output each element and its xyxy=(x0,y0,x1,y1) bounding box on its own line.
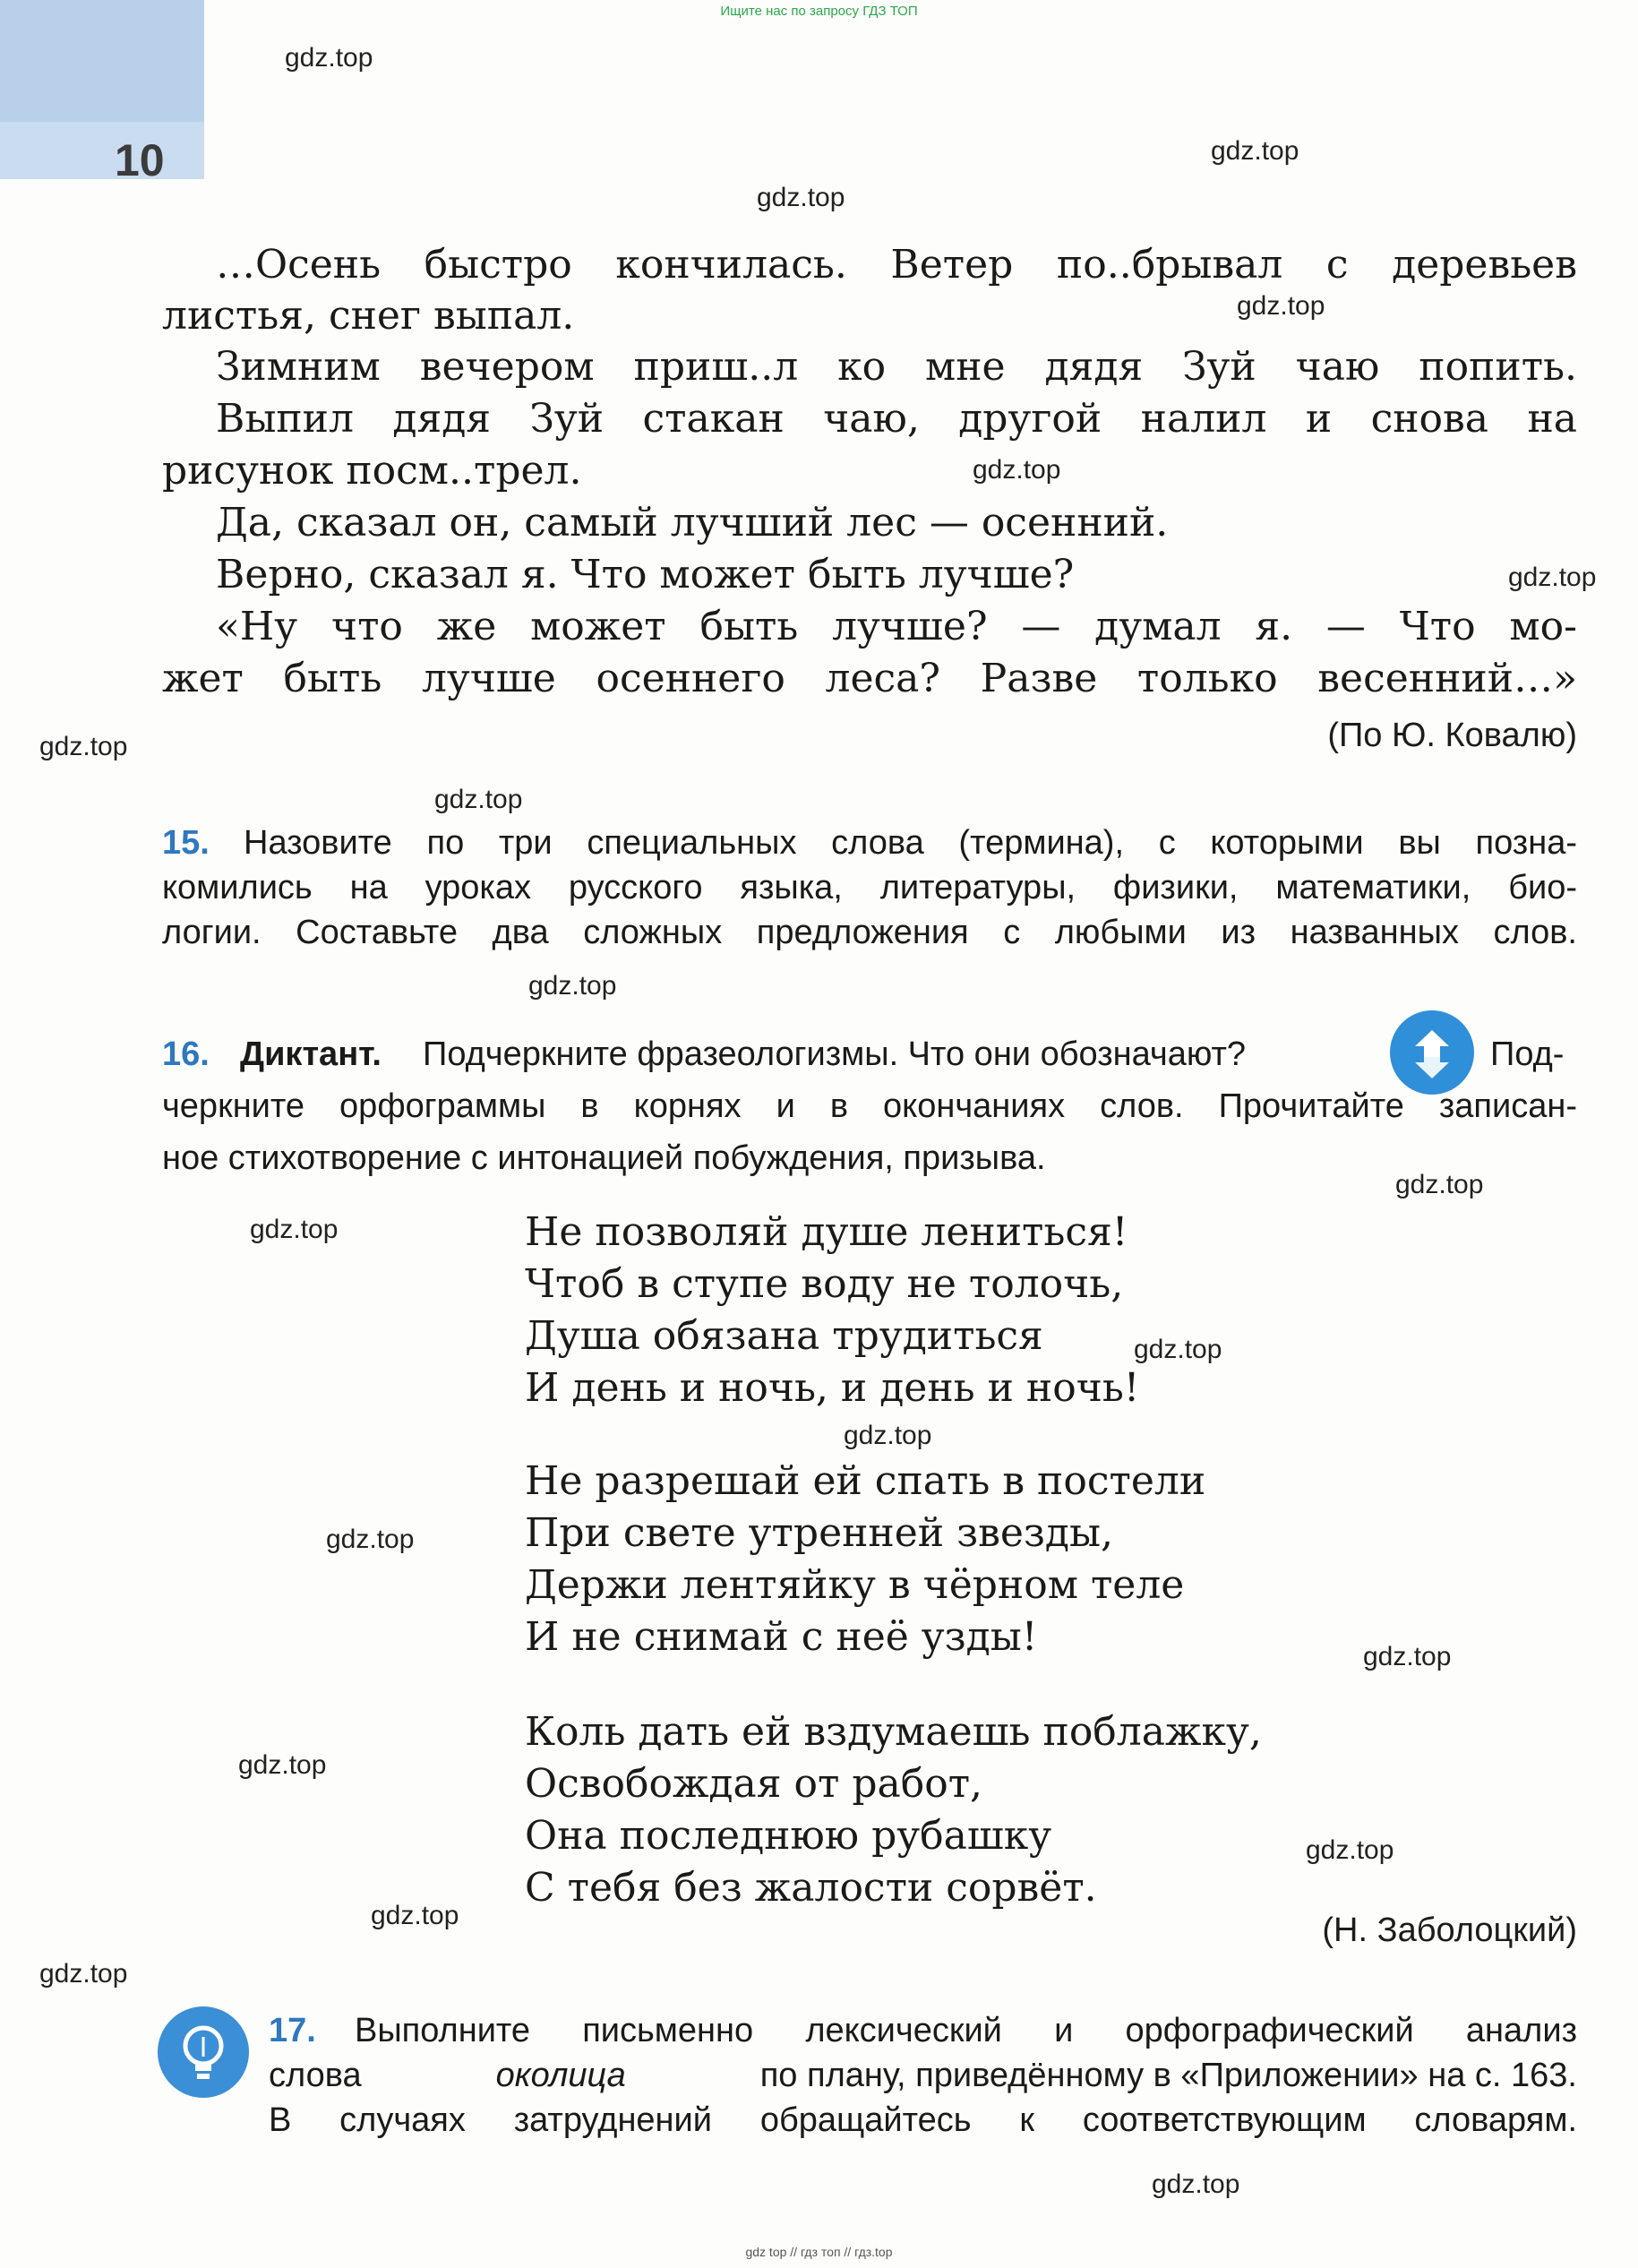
exercise-17-term: околица xyxy=(495,2057,626,2094)
prose-line: Верно, сказал я. Что может быть лучше? xyxy=(216,552,1075,597)
watermark: gdz.top xyxy=(528,971,617,1001)
prose-line: Да, сказал он, самый лучший лес — осенний. xyxy=(216,500,1169,546)
watermark: gdz.top xyxy=(1363,1642,1452,1671)
poem-line: Освобождая от работ, xyxy=(525,1761,983,1807)
watermark: gdz.top xyxy=(973,455,1061,485)
poem-line: Коль дать ей вздумаешь поблажку, xyxy=(525,1709,1262,1755)
watermark: gdz.top xyxy=(39,1959,128,1989)
exercise-16-line-end: Под- xyxy=(1490,1035,1565,1073)
watermark: gdz.top xyxy=(1306,1835,1394,1865)
poem-line: Чтоб в ступе воду не толочь, xyxy=(525,1261,1124,1307)
prose-line: Выпил дядя Зуй стакан чаю, другой налил и снова на xyxy=(216,396,1577,442)
watermark: gdz.top xyxy=(757,183,845,212)
watermark: gdz.top xyxy=(326,1525,415,1554)
exercise-17-line xyxy=(269,2057,1577,2095)
poem-line: Она последнюю рубашку xyxy=(525,1813,1052,1859)
page-number: 10 xyxy=(115,135,165,185)
exercise-17-number: 17. xyxy=(269,2012,316,2049)
exercise-15-line: комились на уроках русского языка, литературы, физики, математики, био- xyxy=(162,869,1577,906)
exercise-16-line: Подчеркните фразеологизмы. Что они обозначают? xyxy=(423,1035,1247,1073)
top-note: Ищите нас по запросу ГДЗ ТОП xyxy=(720,4,918,19)
watermark: gdz.top xyxy=(39,732,128,761)
watermark: gdz.top xyxy=(434,785,523,814)
repeat-arrows-icon xyxy=(1390,1010,1474,1095)
exercise-17-line: В случаях затруднений обращайтесь к соответствующим словарям. xyxy=(269,2101,1577,2139)
poem-attribution: (Н. Заболоцкий) xyxy=(1322,1911,1577,1949)
poem-line: И день и ночь, и день и ночь! xyxy=(525,1365,1140,1411)
poem-line: Держи лентяйку в чёрном теле xyxy=(525,1562,1185,1608)
exercise-16-line: ное стихотворение с интонацией побуждения, призыва. xyxy=(162,1139,1046,1177)
prose-line: «Ну что же может быть лучше? — думал я. — Что мо- xyxy=(216,604,1577,649)
poem-line: При свете утренней звезды, xyxy=(525,1510,1114,1556)
bottom-note: gdz top // гдз топ // гдз.top xyxy=(745,2245,893,2259)
watermark: gdz.top xyxy=(1211,136,1299,166)
exercise-17-rest: по плану, приведённому в «Приложении» на с. 163. xyxy=(759,2057,1577,2094)
prose-line: Зимним вечером приш..л ко мне дядя Зуй чаю попить. xyxy=(216,344,1577,390)
exercise-15-line: Назовите по три специальных слова (термина), с которыми вы позна- xyxy=(244,824,1577,862)
watermark: gdz.top xyxy=(844,1421,932,1450)
watermark: gdz.top xyxy=(1237,291,1325,321)
watermark: gdz.top xyxy=(250,1215,339,1244)
watermark: gdz.top xyxy=(371,1901,459,1930)
poem-line: Не разрешай ей спать в постели xyxy=(525,1458,1206,1504)
exercise-16-bold: Диктант. xyxy=(240,1035,382,1073)
watermark: gdz.top xyxy=(1152,2169,1240,2199)
prose-line: листья, снег выпал. xyxy=(162,293,575,339)
exercise-15-number: 15. xyxy=(162,824,210,862)
exercise-17-word: слова xyxy=(269,2057,362,2094)
exercise-16-number: 16. xyxy=(162,1035,210,1073)
prose-line: …Осень быстро кончилась. Ветер по..брывал с деревьев xyxy=(216,242,1577,288)
page-corner-tab-lower xyxy=(0,122,204,179)
watermark: gdz.top xyxy=(285,43,373,73)
watermark: gdz.top xyxy=(1508,563,1597,592)
prose-attribution: (По Ю. Ковалю) xyxy=(1327,717,1577,754)
exercise-15-line: логии. Составьте два сложных предложения с любыми из названных слов. xyxy=(162,914,1577,951)
poem-line: Не позволяй душе лениться! xyxy=(525,1209,1128,1255)
watermark: gdz.top xyxy=(1395,1170,1484,1199)
poem-line: Душа обязана трудиться xyxy=(525,1313,1043,1359)
lightbulb-icon xyxy=(158,2006,249,2098)
exercise-17-line: Выполните письменно лексический и орфографический анализ xyxy=(355,2012,1577,2049)
watermark: gdz.top xyxy=(238,1750,327,1780)
poem-line: И не снимай с неё узды! xyxy=(525,1614,1038,1660)
poem-line: С тебя без жалости сорвёт. xyxy=(525,1865,1097,1911)
exercise-16-line: черкните орфограммы в корнях и в окончаниях слов. Прочитайте записан- xyxy=(162,1087,1577,1125)
watermark: gdz.top xyxy=(1134,1335,1222,1364)
prose-line: жет быть лучше осеннего леса? Разве только весенний…» xyxy=(162,656,1577,701)
prose-line: рисунок посм..трел. xyxy=(162,448,582,494)
